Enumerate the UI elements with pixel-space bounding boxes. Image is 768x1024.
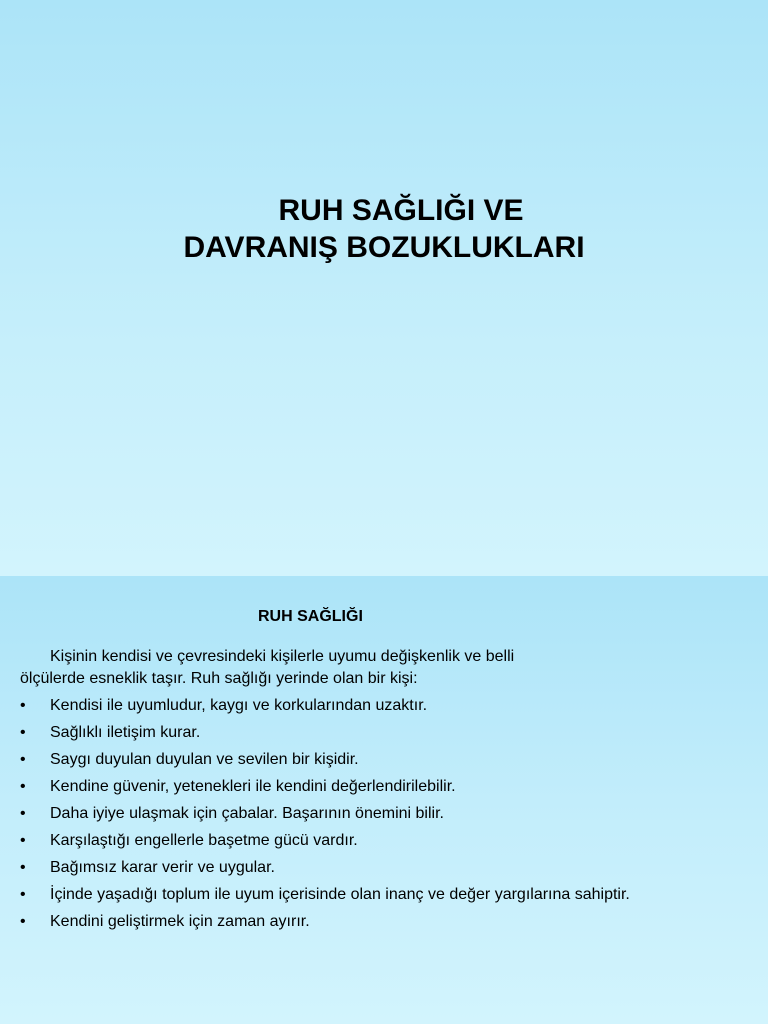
bullet-dot-icon: •: [20, 913, 26, 930]
content-slide: [0, 576, 768, 1024]
bullet-text: İçinde yaşadığı toplum ile uyum içerisinde olan inanç ve değer yargılarına sahiptir.: [50, 886, 630, 903]
bullet-item: [20, 803, 750, 825]
bullet-dot-icon: •: [20, 832, 26, 849]
bullet-text: Kendini geliştirmek için zaman ayırır.: [50, 913, 310, 930]
bullet-item: [20, 776, 750, 798]
bullet-text: Daha iyiye ulaşmak için çabalar. Başarının önemini bilir.: [50, 805, 444, 822]
slide-title-line-2: DAVRANIŞ BOZUKLUKLARI: [183, 231, 585, 264]
bullet-text: Karşılaştığı engellerle başetme gücü vardır.: [50, 832, 358, 849]
bullet-dot-icon: •: [20, 778, 26, 795]
bullet-dot-icon: •: [20, 697, 26, 714]
slide-title-line-1: RUH SAĞLIĞI VE: [278, 194, 524, 227]
bullet-dot-icon: •: [20, 805, 26, 822]
intro-line-1: Kişinin kendisi ve çevresindeki kişilerle uyumu değişkenlik ve belli: [50, 648, 515, 665]
bullet-dot-icon: •: [20, 886, 26, 903]
bullet-item: [20, 722, 750, 744]
bullet-item: [20, 884, 750, 906]
bullet-text: Kendine güvenir, yetenekleri ile kendini değerlendirilebilir.: [50, 778, 456, 795]
bullet-dot-icon: •: [20, 724, 26, 741]
bullet-item: [20, 830, 750, 852]
bullet-text: Sağlıklı iletişim kurar.: [50, 724, 201, 741]
intro-line-2: ölçülerde esneklik taşır. Ruh sağlığı yerinde olan bir kişi:: [20, 670, 418, 687]
bullet-item: [20, 857, 750, 879]
bullet-dot-icon: •: [20, 751, 26, 768]
bullet-item: [20, 749, 750, 771]
bullet-dot-icon: •: [20, 859, 26, 876]
slide-title: [0, 192, 768, 266]
bullet-text: Kendisi ile uyumludur, kaygı ve korkularından uzaktır.: [50, 697, 428, 714]
slide-heading: RUH SAĞLIĞI: [258, 608, 363, 625]
bullet-item: [20, 695, 750, 717]
bullet-list: [20, 695, 750, 938]
bullet-item: [20, 911, 750, 933]
bullet-text: Saygı duyulan duyulan ve sevilen bir kişidir.: [50, 751, 359, 768]
intro-paragraph: [20, 646, 740, 690]
bullet-text: Bağımsız karar verir ve uygular.: [50, 859, 275, 876]
